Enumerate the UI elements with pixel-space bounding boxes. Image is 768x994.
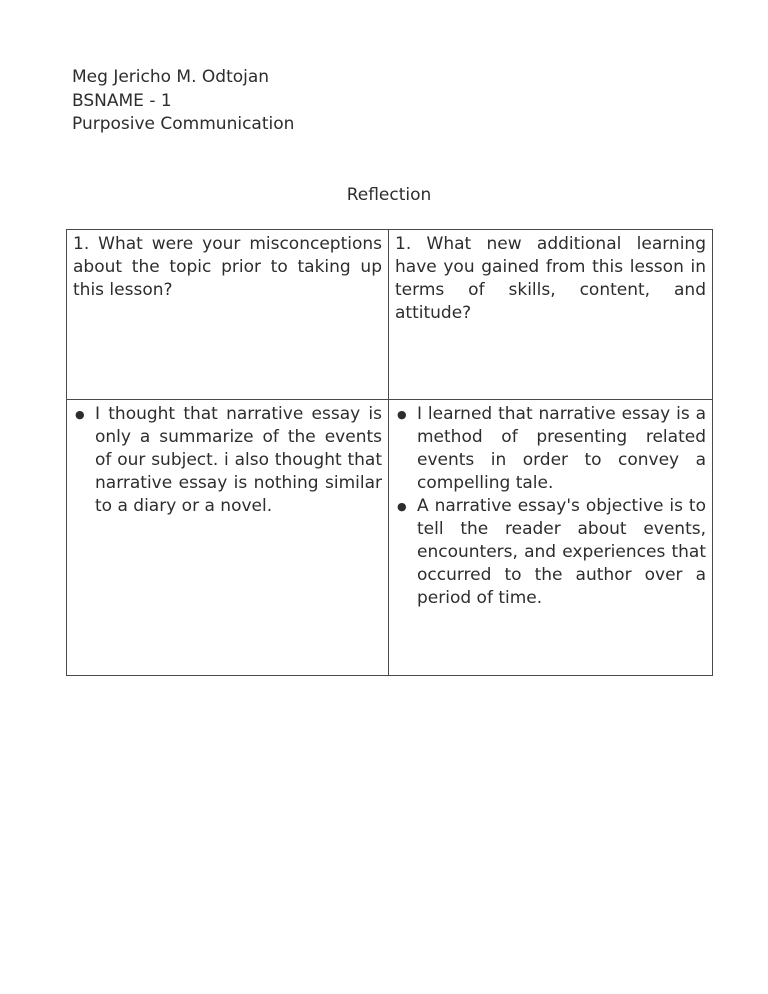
question-row <box>67 229 713 399</box>
document-content <box>66 0 712 676</box>
answer-cell-misconceptions <box>67 399 389 675</box>
document-title: Reflection <box>346 184 432 205</box>
document-header <box>66 66 712 137</box>
author-name: Meg Jericho M. Odtojan <box>72 67 270 87</box>
bullet-icon: ● <box>397 407 407 421</box>
list-item <box>395 495 706 610</box>
question-cell-misconceptions: 1. What were your misconceptions about the topic prior to taking up this lesson? <box>67 229 389 399</box>
bullet-icon: ● <box>397 499 407 513</box>
bullet-icon: ● <box>75 407 85 421</box>
course-section: BSNAME - 1 <box>72 90 172 111</box>
list-item <box>395 403 706 495</box>
answer-text: A narrative essay's objective is to tell the reader about events, encounters, and experiences that occurred to the author over a period of time. <box>417 495 706 608</box>
reflection-table <box>66 229 713 676</box>
list-item <box>73 403 382 518</box>
answer-row <box>67 399 713 675</box>
answer-text: I thought that narrative essay is only a summarize of the events of our subject. i also thought that narrative essay is nothing similar to a diary or a novel. <box>95 403 382 516</box>
subject-name: Purposive Communication <box>72 114 295 134</box>
answer-text: I learned that narrative essay is a method of presenting related events in order to convey a compelling tale. <box>417 403 706 493</box>
question-cell-new-learning: 1. What new additional learning have you gained from this lesson in terms of skills, content, and attitude? <box>389 229 713 399</box>
answer-cell-new-learning <box>389 399 713 675</box>
